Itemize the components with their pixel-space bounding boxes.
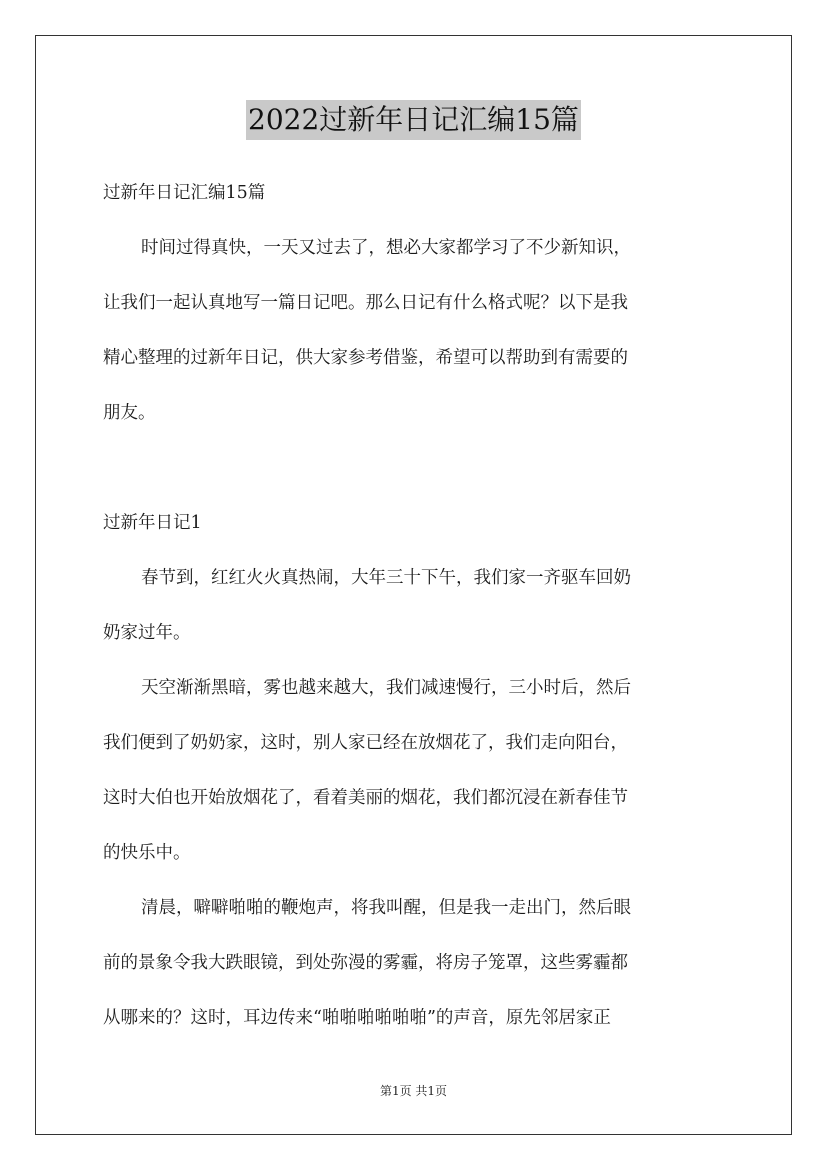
page-footer: [0, 1082, 827, 1099]
paragraph-line: 前的景象令我大跌眼镜，到处弥漫的雾霾，将房子笼罩，这些雾霾都: [103, 953, 628, 973]
paragraph-line: 清晨，噼噼啪啪的鞭炮声，将我叫醒，但是我一走出门，然后眼: [141, 898, 631, 918]
paragraph-line: 我们便到了奶奶家，这时，别人家已经在放烟花了，我们走向阳台，: [103, 733, 628, 753]
document-title: 2022过新年日记汇编15篇: [246, 100, 581, 140]
intro-line: 时间过得真快，一天又过去了，想必大家都学习了不少新知识，: [141, 238, 631, 258]
paragraph-line: 春节到，红红火火真热闹，大年三十下午，我们家一齐驱车回奶: [141, 568, 631, 588]
paragraph-spacer: [103, 441, 728, 496]
subtitle-line: 过新年日记汇编15篇: [103, 183, 266, 203]
intro-line: 让我们一起认真地写一篇日记吧。那么日记有什么格式呢？以下是我: [103, 293, 628, 313]
page-number: 第1页 共1页: [379, 1084, 448, 1098]
intro-line: 精心整理的过新年日记，供大家参考借鉴，希望可以帮助到有需要的: [103, 348, 628, 368]
section-heading: 过新年日记1: [103, 513, 202, 533]
paragraph-line: 奶家过年。: [103, 623, 191, 643]
document-body: [103, 166, 728, 1046]
paragraph-line: 的快乐中。: [103, 843, 191, 863]
title-container: [0, 100, 827, 140]
paragraph-line: 从哪来的？这时，耳边传来“啪啪啪啪啪啪”的声音，原先邻居家正: [103, 1008, 611, 1028]
intro-line: 朋友。: [103, 403, 156, 423]
paragraph-line: 这时大伯也开始放烟花了，看着美丽的烟花，我们都沉浸在新春佳节: [103, 788, 628, 808]
paragraph-line: 天空渐渐黑暗，雾也越来越大，我们减速慢行，三小时后，然后: [141, 678, 631, 698]
